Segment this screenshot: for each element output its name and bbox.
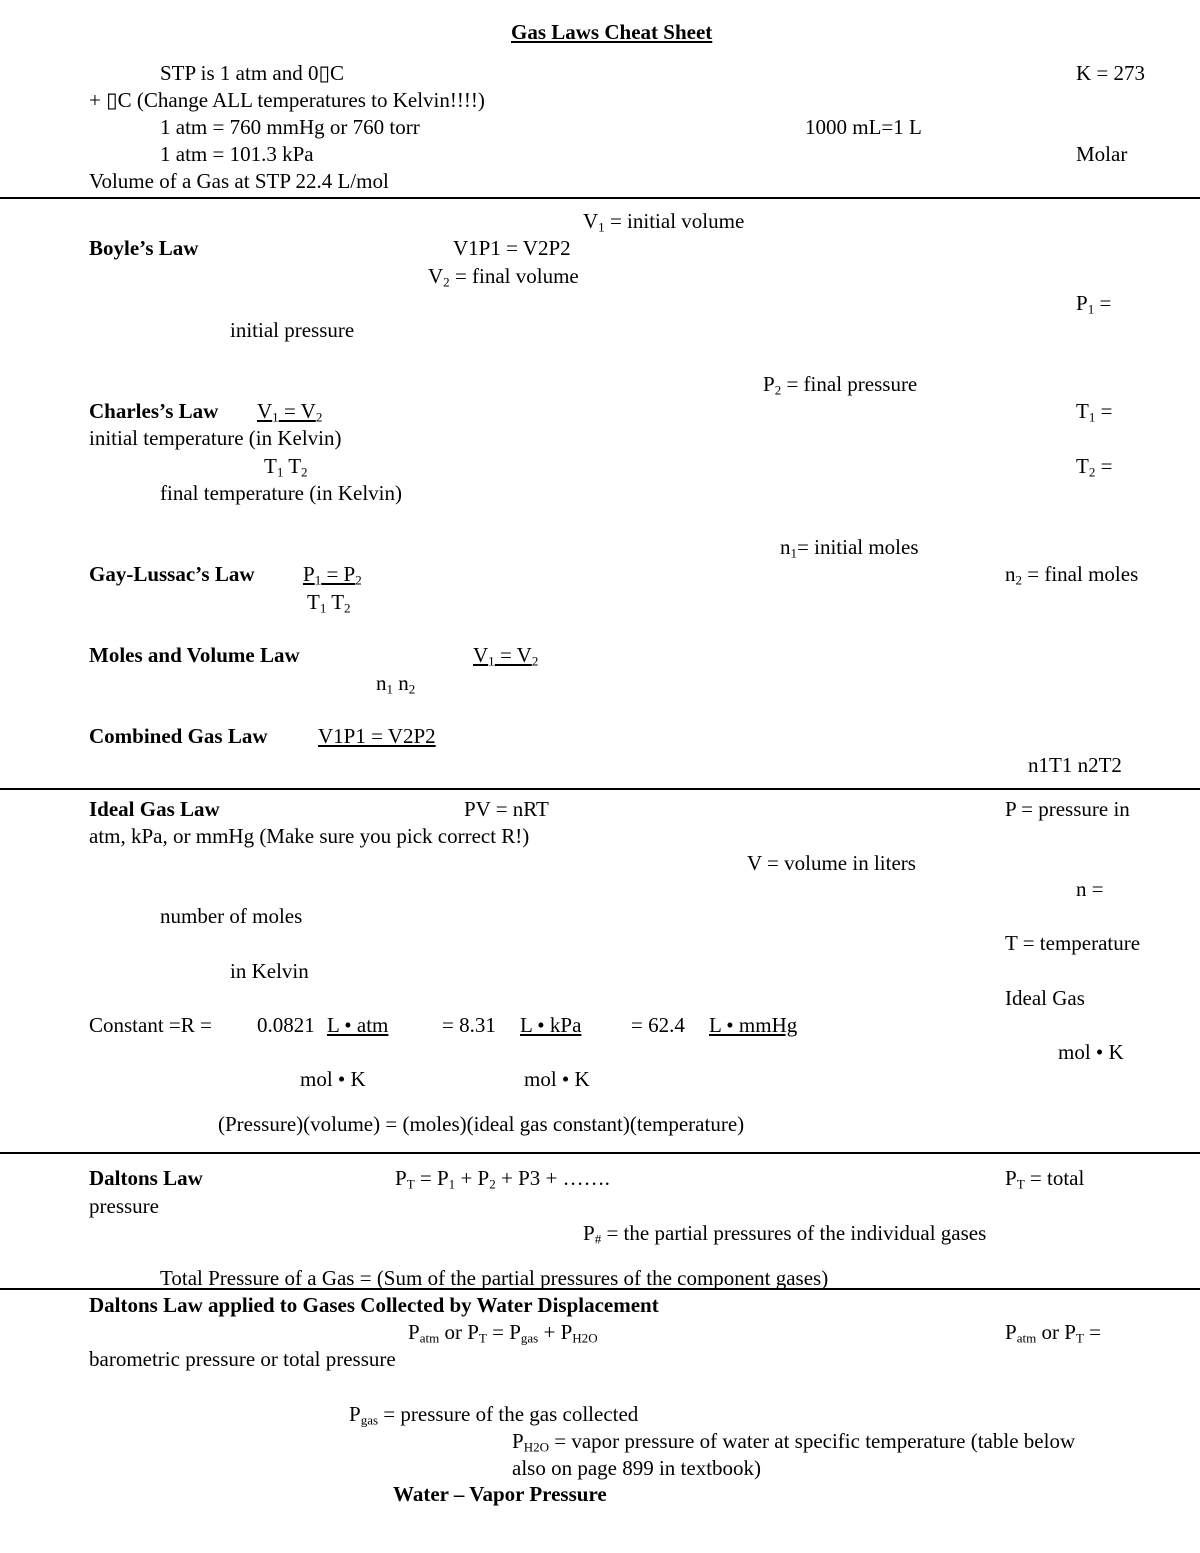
- atm-kpa: 1 atm = 101.3 kPa: [160, 142, 314, 166]
- n2-desc: $n_2$ = final moles: [1005, 562, 1139, 588]
- boyle-p1: $P_1$ =: [1076, 291, 1112, 317]
- boyle-equation: V1P1 = V2P2: [453, 236, 571, 260]
- vapor-table-title: Water – Vapor Pressure: [393, 1482, 607, 1506]
- boyle-v1: $V_1$ = initial volume: [583, 209, 745, 235]
- charles-equation-top: $V_1 = V_2$: [257, 399, 323, 425]
- combined-equation-bottom: n1T1 n2T2: [1028, 753, 1122, 777]
- r-denominator-3: mol • K: [1058, 1040, 1124, 1064]
- ideal-n: n =: [1076, 877, 1104, 901]
- r-unit-2: L • kPa: [520, 1013, 582, 1037]
- dalton-equation: $P_T = P_1 + P_2 + P3$ + …….: [395, 1166, 610, 1192]
- water-equation: $P_{atm}$ or $P_T = P_{gas} + P_{H2O}$: [408, 1320, 598, 1346]
- r-value-3: = 62.4: [631, 1013, 685, 1037]
- gas-constant-label: Constant =R =: [89, 1013, 212, 1037]
- dalton-pt-desc: pressure: [89, 1194, 159, 1218]
- ideal-n-desc: number of moles: [160, 904, 303, 928]
- atm-mmhg: 1 atm = 760 mmHg or 760 torr: [160, 115, 420, 139]
- combined-equation-top: V1P1 = V2P2: [318, 724, 436, 748]
- divider: [0, 1152, 1200, 1154]
- dalton-total: Total Pressure of a Gas = (Sum of the partial pressures of the component gases): [160, 1266, 829, 1290]
- gay-lussac-equation-bottom: $T_1$ $T_2$: [307, 590, 351, 616]
- charles-t1: $T_1$ =: [1076, 399, 1113, 425]
- water-pgas: $P_{gas}$ = pressure of the gas collected: [349, 1402, 639, 1428]
- r-denominator-1: mol • K: [300, 1067, 366, 1091]
- boyle-title: Boyle’s Law: [89, 236, 199, 260]
- water-patm-desc: barometric pressure or total pressure: [89, 1347, 396, 1371]
- molar-label: Molar: [1076, 142, 1128, 166]
- divider: [0, 1288, 1200, 1290]
- r-denominator-2: mol • K: [524, 1067, 590, 1091]
- dalton-title: Daltons Law: [89, 1166, 203, 1190]
- ideal-title: Ideal Gas Law: [89, 797, 220, 821]
- divider: [0, 197, 1200, 199]
- ideal-v: V = volume in liters: [747, 851, 916, 875]
- boyle-p1-desc: initial pressure: [230, 318, 355, 342]
- dalton-pt: $P_T$ = total: [1005, 1166, 1085, 1192]
- r-unit-1: L • atm: [327, 1013, 389, 1037]
- ideal-words: (Pressure)(volume) = (moles)(ideal gas constant)(temperature): [218, 1112, 745, 1136]
- ideal-t-desc: in Kelvin: [230, 959, 309, 983]
- charles-t2: $T_2$ =: [1076, 454, 1113, 480]
- r-value-1: 0.0821: [257, 1013, 315, 1037]
- charles-t2-desc: final temperature (in Kelvin): [160, 481, 402, 505]
- moles-volume-title: Moles and Volume Law: [89, 643, 300, 667]
- gay-lussac-title: Gay-Lussac’s Law: [89, 562, 255, 586]
- boyle-p2: $P_2$ = final pressure: [763, 372, 918, 398]
- charles-equation-bottom: $T_1$ $T_2$: [264, 454, 308, 480]
- divider: [0, 788, 1200, 790]
- charles-title: Charles’s Law: [89, 399, 219, 423]
- ideal-gas-label: Ideal Gas: [1005, 986, 1085, 1010]
- r-unit-3: L • mmHg: [709, 1013, 798, 1037]
- ideal-t: T = temperature: [1005, 931, 1141, 955]
- stp-line: STP is 1 atm and 0▯C: [160, 61, 345, 85]
- charles-t1-desc: initial temperature (in Kelvin): [89, 426, 342, 450]
- gay-lussac-equation-top: $P_1 = P_2$: [303, 562, 362, 588]
- boyle-v2: $V_2$ = final volume: [428, 264, 579, 290]
- ideal-p-desc: atm, kPa, or mmHg (Make sure you pick correct R!): [89, 824, 530, 848]
- kelvin-offset: K = 273: [1076, 61, 1146, 85]
- combined-title: Combined Gas Law: [89, 724, 268, 748]
- kelvin-note: + ▯C (Change ALL temperatures to Kelvin!!!!): [89, 88, 485, 112]
- page-title: Gas Laws Cheat Sheet: [511, 20, 713, 44]
- ml-liter: 1000 mL=1 L: [805, 115, 922, 139]
- ideal-p: P = pressure in: [1005, 797, 1130, 821]
- water-ph2o-desc: also on page 899 in textbook): [512, 1456, 762, 1480]
- water-patm: $P_{atm}$ or $P_T$ =: [1005, 1320, 1101, 1346]
- water-title: Daltons Law applied to Gases Collected by Water Displacement: [89, 1293, 659, 1317]
- n1-desc: $n_1=$ initial moles: [780, 535, 919, 561]
- dalton-partials: $P_{\#}$ = the partial pressures of the individual gases: [583, 1221, 987, 1247]
- ideal-equation: PV = nRT: [464, 797, 549, 821]
- moles-volume-equation-bottom: $n_1$ $n_2$: [376, 671, 416, 697]
- molar-volume: Volume of a Gas at STP 22.4 L/mol: [89, 169, 389, 193]
- water-ph2o: $P_{H2O}$ = vapor pressure of water at specific temperature (table below: [512, 1429, 1076, 1455]
- moles-volume-equation-top: $V_1 = V_2$: [473, 643, 539, 669]
- r-value-2: = 8.31: [442, 1013, 496, 1037]
